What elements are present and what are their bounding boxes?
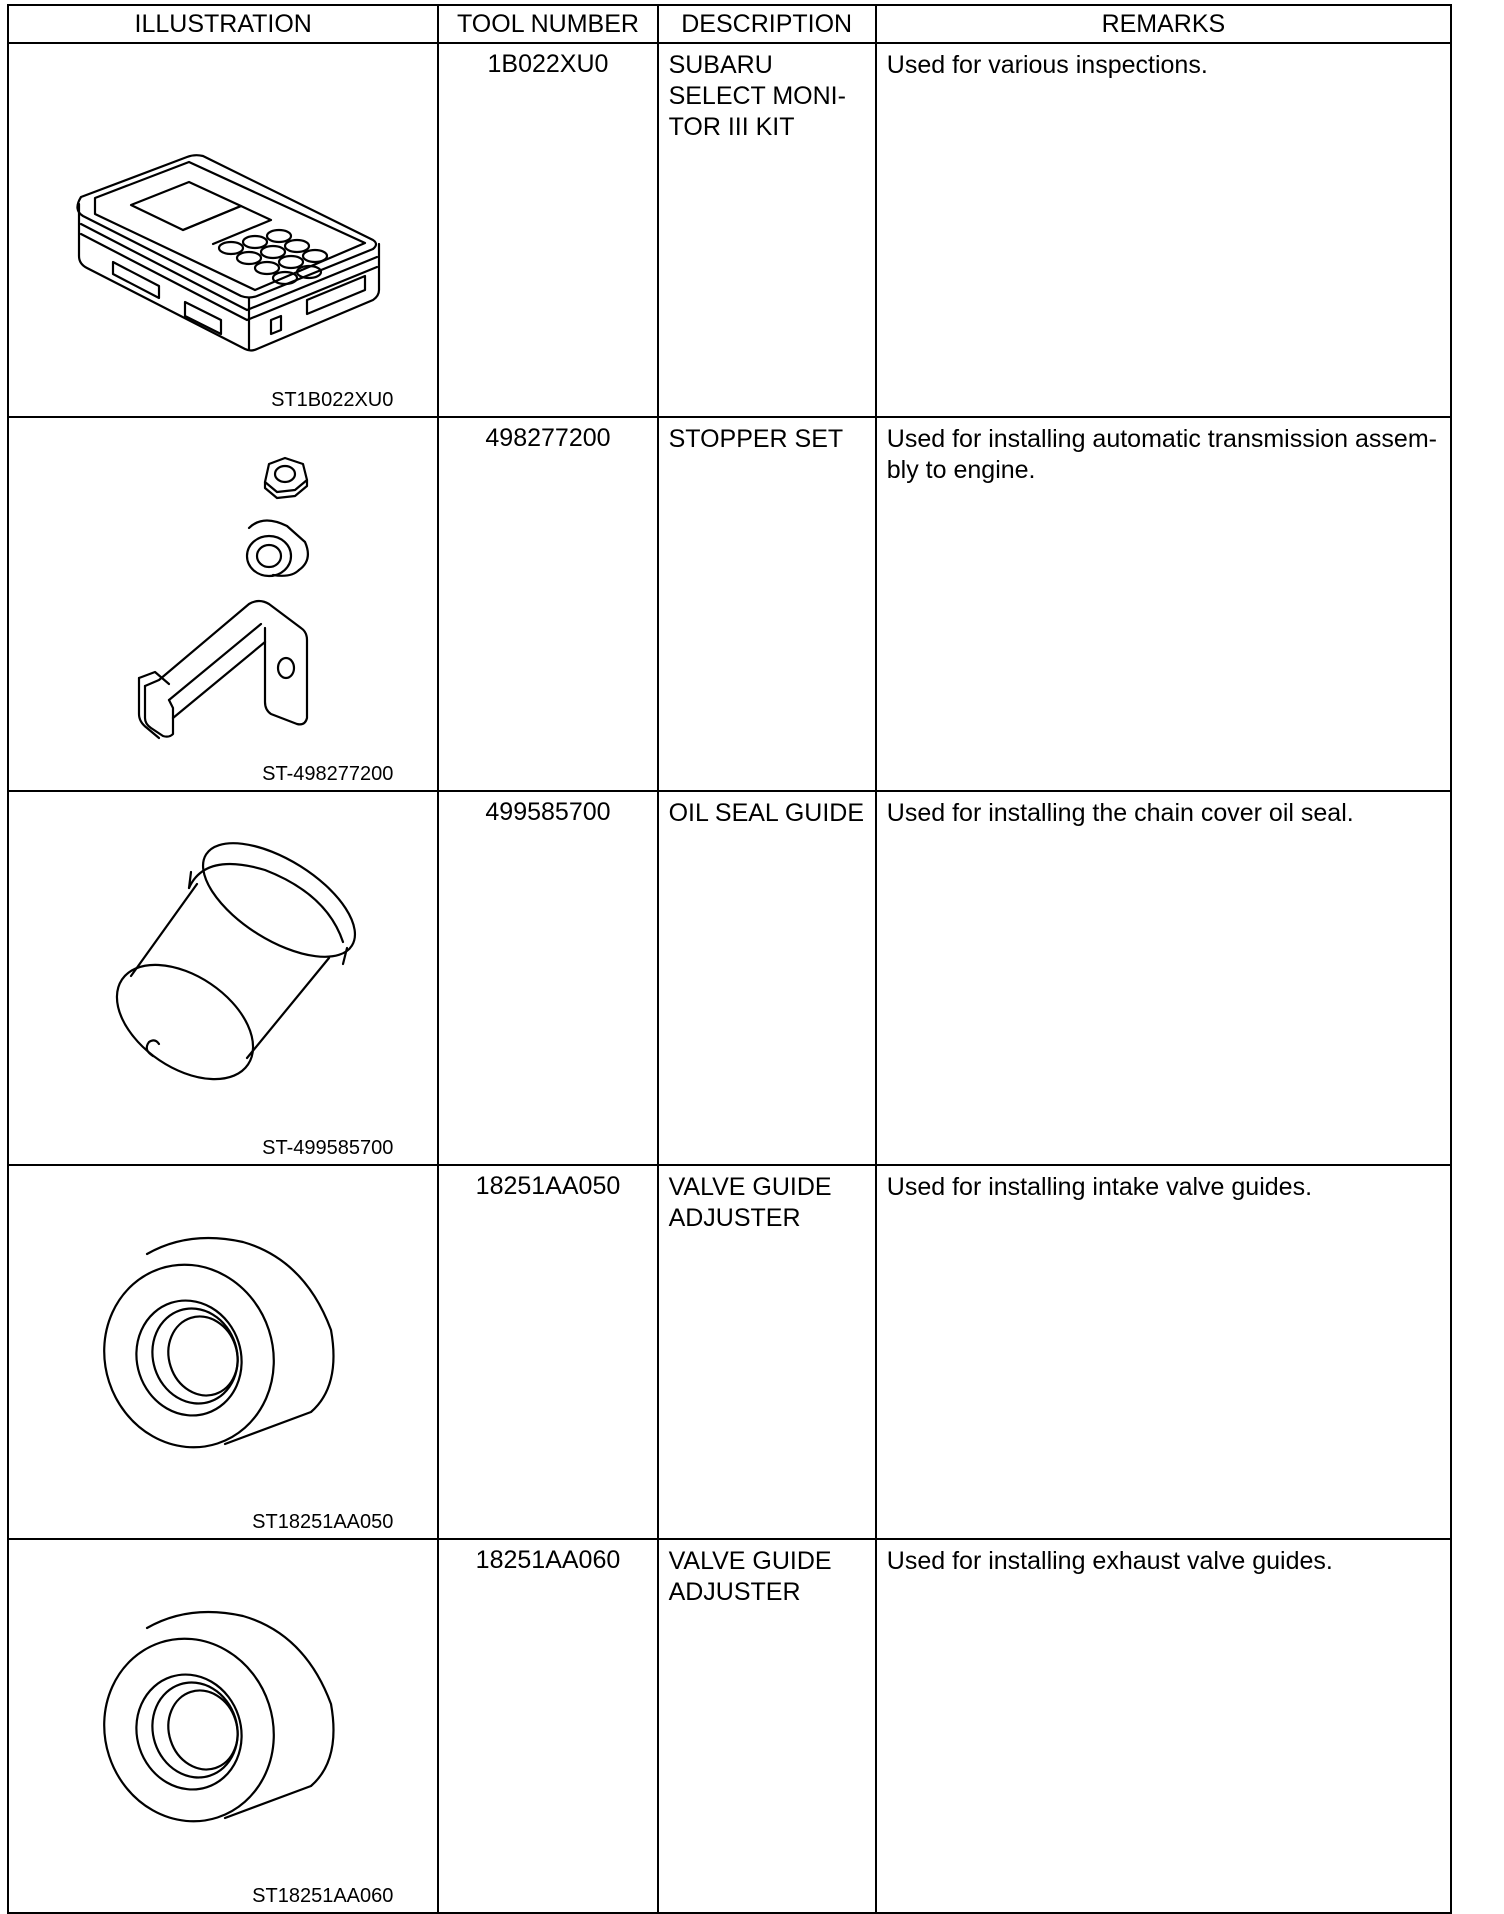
tool-number-cell: 498277200 <box>438 417 657 791</box>
illustration-code: ST18251AA050 <box>252 1511 394 1533</box>
description-cell: STOPPER SET <box>658 417 876 791</box>
select-monitor-illustration <box>9 44 437 410</box>
table-row <box>8 417 1451 791</box>
table-row <box>8 791 1451 1165</box>
oil-seal-guide-illustration <box>9 792 437 1158</box>
remarks-cell: Used for various inspections. <box>876 43 1451 417</box>
table-row <box>8 1539 1451 1913</box>
description-cell: VALVE GUIDE ADJUSTER <box>658 1539 876 1913</box>
remarks-cell: Used for installing exhaust valve guides. <box>876 1539 1451 1913</box>
illustration-cell <box>8 1539 438 1913</box>
illustration-code: ST-498277200 <box>262 763 394 785</box>
remarks-cell: Used for installing automatic transmission assem-bly to engine. <box>876 417 1451 791</box>
special-tools-table <box>7 4 1452 1914</box>
description-cell: OIL SEAL GUIDE <box>658 791 876 1165</box>
remarks-cell: Used for installing the chain cover oil seal. <box>876 791 1451 1165</box>
valve-guide-adjuster-illustration <box>9 1540 437 1906</box>
header-tool-number: TOOL NUMBER <box>438 5 657 43</box>
illustration-cell <box>8 1165 438 1539</box>
tool-number-cell: 18251AA060 <box>438 1539 657 1913</box>
remarks-cell: Used for installing intake valve guides. <box>876 1165 1451 1539</box>
valve-guide-adjuster-illustration <box>9 1166 437 1532</box>
illustration-code: ST-499585700 <box>262 1137 394 1159</box>
description-cell: VALVE GUIDE ADJUSTER <box>658 1165 876 1539</box>
table-row <box>8 1165 1451 1539</box>
header-row <box>8 5 1451 43</box>
tool-number-cell: 1B022XU0 <box>438 43 657 417</box>
illustration-cell <box>8 417 438 791</box>
illustration-cell <box>8 791 438 1165</box>
header-remarks: REMARKS <box>876 5 1451 43</box>
tool-number-cell: 499585700 <box>438 791 657 1165</box>
stopper-set-illustration <box>9 418 437 784</box>
illustration-cell <box>8 43 438 417</box>
header-description: DESCRIPTION <box>658 5 876 43</box>
description-cell: SUBARU SELECT MONI-TOR III KIT <box>658 43 876 417</box>
tool-number-cell: 18251AA050 <box>438 1165 657 1539</box>
table-row <box>8 43 1451 417</box>
illustration-code: ST18251AA060 <box>252 1885 394 1907</box>
header-illustration: ILLUSTRATION <box>8 5 438 43</box>
illustration-code: ST1B022XU0 <box>271 389 394 411</box>
